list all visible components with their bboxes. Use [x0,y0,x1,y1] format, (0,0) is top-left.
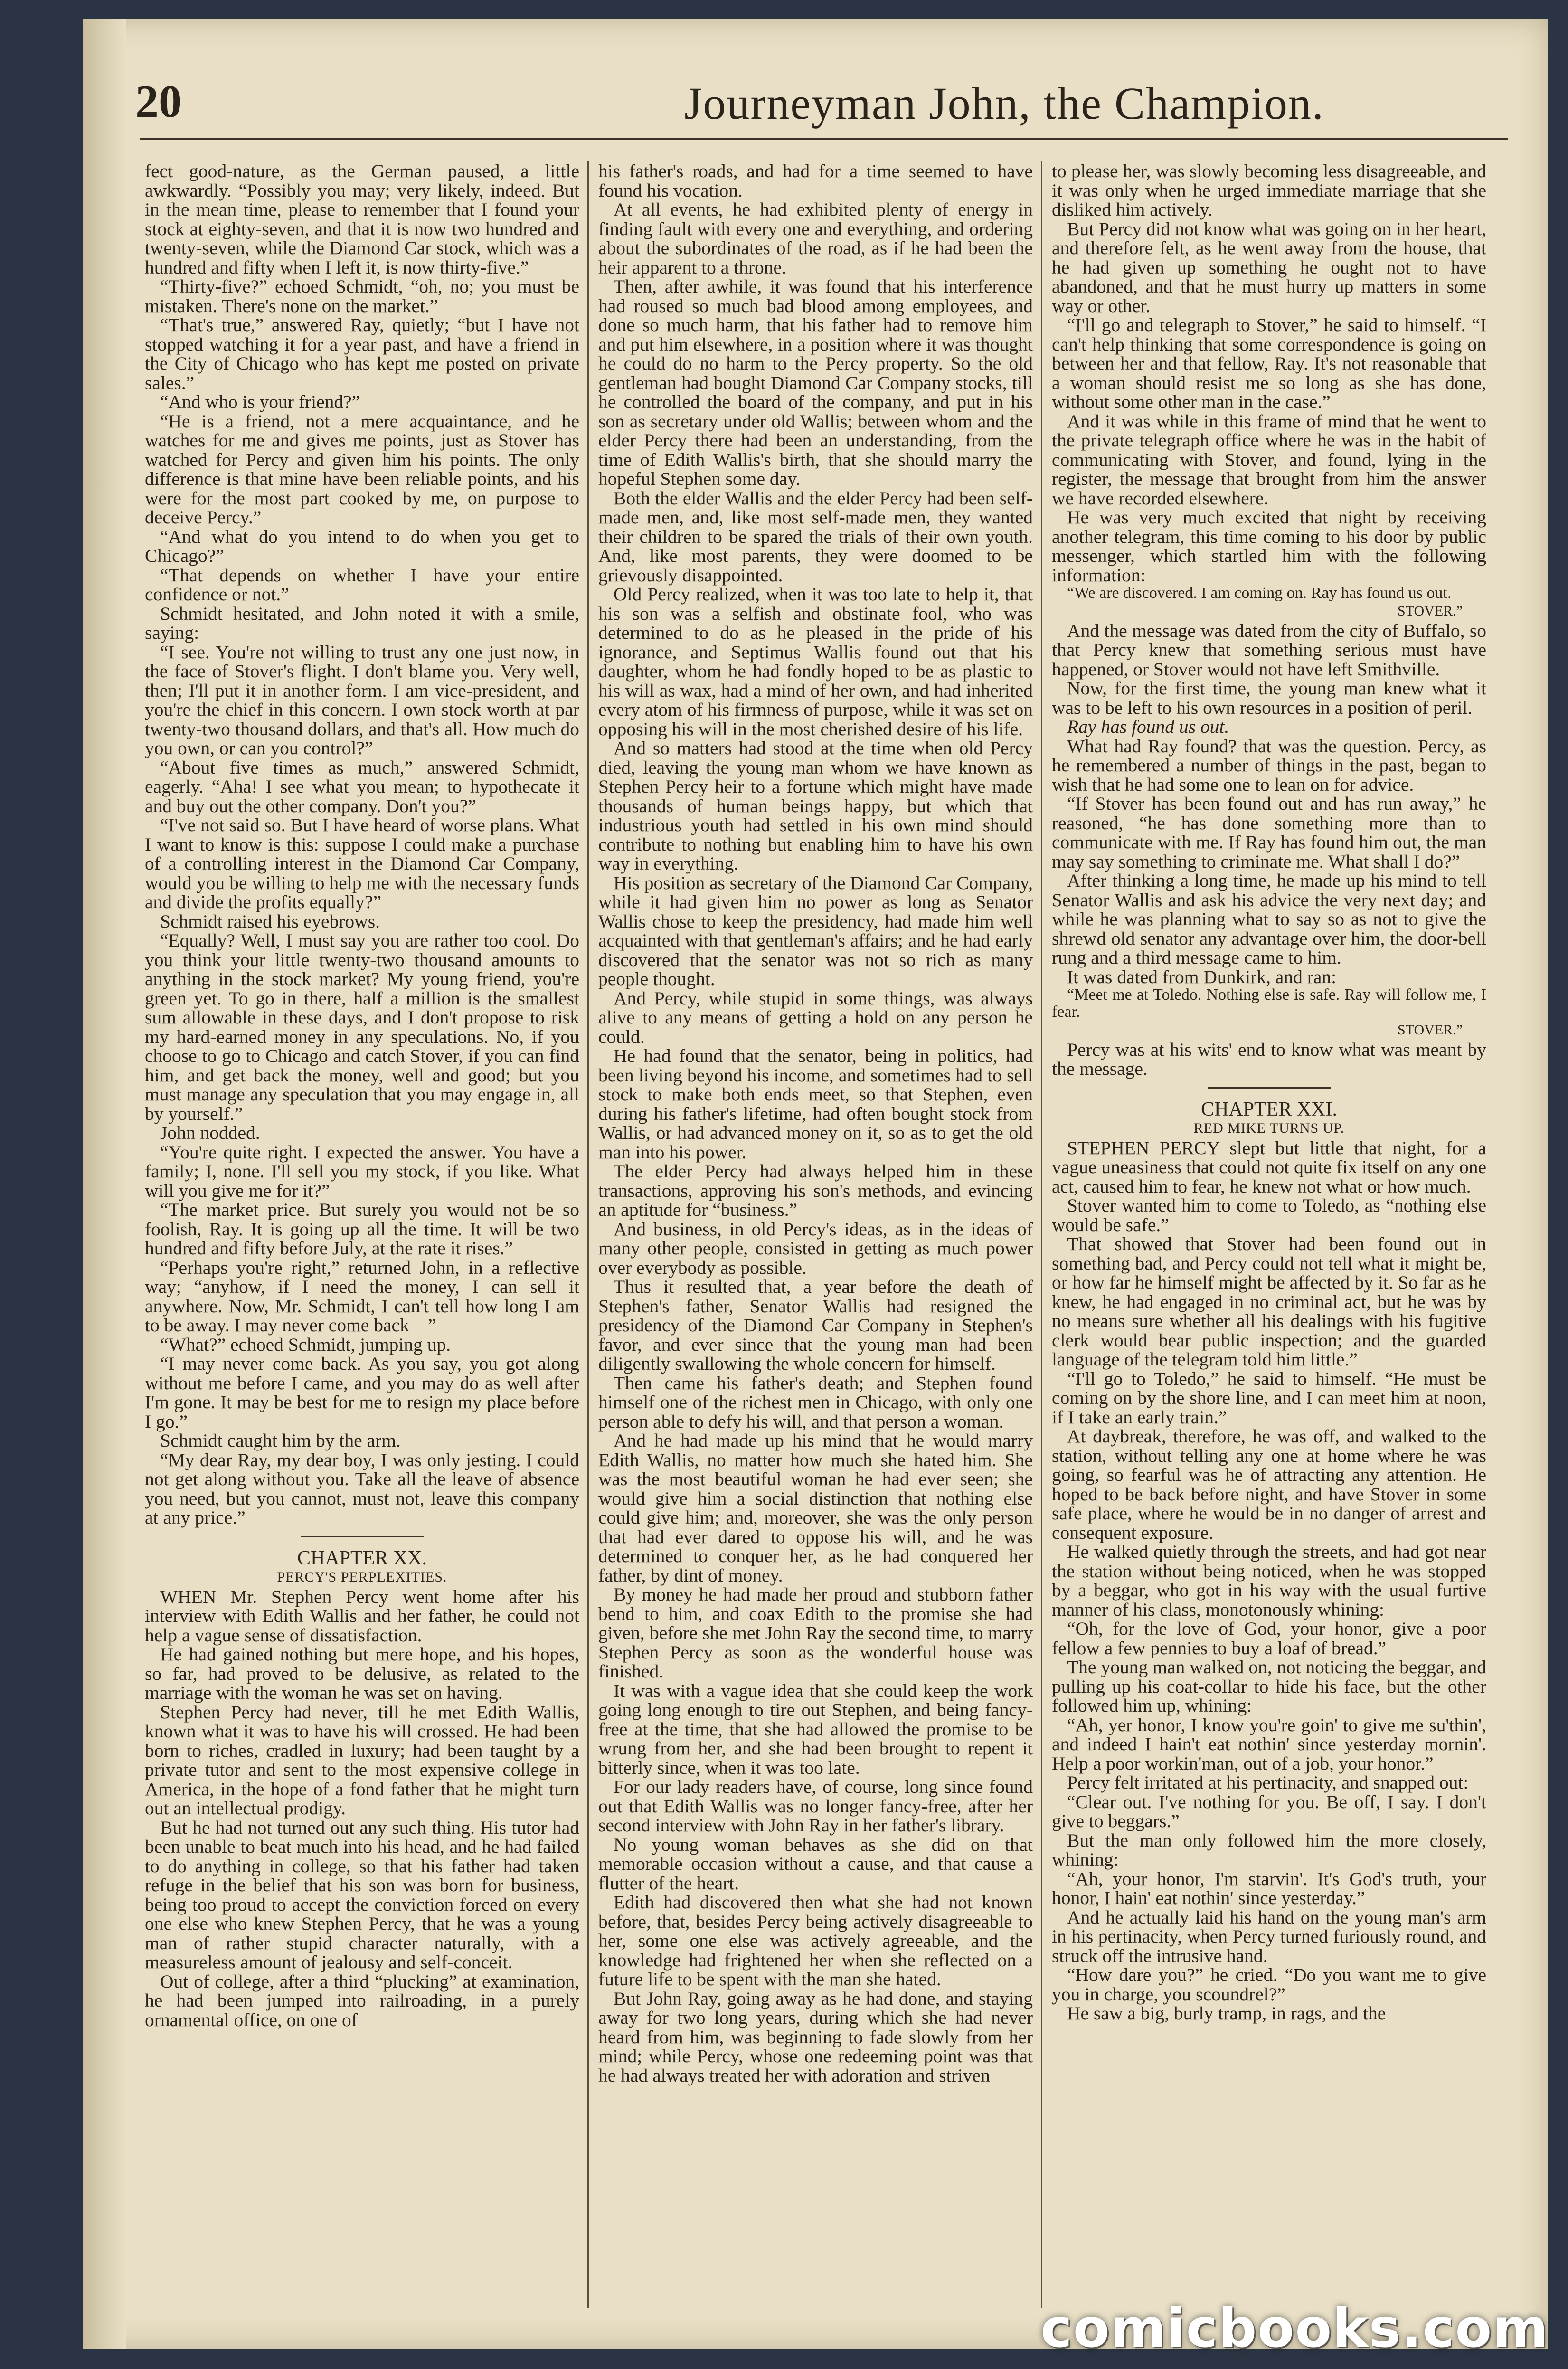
paragraph: “That depends on whether I have your entire confidence or not.” [145,564,579,605]
paragraph: his father's roads, and had for a time seemed to have found his vocation. [598,161,1033,201]
telegram-signature: STOVER.” [1398,603,1463,619]
paragraph: “Thirty-five?” echoed Schmidt, “oh, no; you must be mistaken. There's none on the market.” [145,276,579,316]
chapter-subtitle: RED MIKE TURNS UP. [1193,1120,1345,1136]
paragraph: His position as secretary of the Diamond Car Company, while it had given him no power as long as Senator Wallis chose to keep the presidency, had made him well acquainted with that gentleman's affairs; and he had early discovered that the senator was not so rich as many people thought. [598,872,1033,989]
paragraph: STEPHEN PERCY slept but little that night, for a vague uneasiness that could not quite fix itself on any one act, caused him to fear, he knew not what or how much. [1052,1137,1486,1197]
paragraph: But Percy did not know what was going on in her heart, and therefore felt, as he went away from the house, that he had given up something he ought not to have abandoned, and that he must hurry up matters in some way or other. [1052,218,1486,316]
column-1-body [145,161,579,1527]
paragraph: And business, in old Percy's ideas, as in the ideas of many other people, consisted in getting as much power over everybody as possible. [598,1218,1033,1278]
paragraph: It was with a vague idea that she could keep the work going long enough to tire out Stephen, and being fancy-free at the time, that she had allowed the promise to be wrung from her, and she had been brought to repent it bitterly since, when it was too late. [598,1680,1033,1778]
paragraph: The elder Percy had always helped him in these transactions, approving his son's methods, and evincing an aptitude for “business.” [598,1161,1033,1220]
paragraph: “Clear out. I've nothing for you. Be off, I say. I don't give to beggars.” [1052,1791,1486,1831]
paragraph: “If Stover has been found out and has run away,” he reasoned, “he has done something more than to communicate with me. If Ray has found him out, the man may say something to criminate me. What shall I do?” [1052,793,1486,872]
paragraph: “And who is your friend?” [160,391,360,412]
paragraph: Stover wanted him to come to Toledo, as “nothing else would be safe.” [1052,1195,1486,1235]
paragraph: “The market price. But surely you would not be so foolish, Ray. It is going up all the time. It will be two hundred and fifty before July, at the rate it rises.” [145,1199,579,1259]
paragraph: “Oh, for the love of God, your honor, give a poor fellow a few pennies to buy a loaf of bread.” [1052,1618,1486,1658]
paragraph: “I see. You're not willing to trust any one just now, in the face of Stover's flight. I don't blame you. Very well, then; I'll put it in another form. I am vice-president, and you're the chief in this concern. I own stock worth at par twenty-two thousand dollars, and that's all. How much do you own, or can you control?” [145,641,579,758]
paragraph: What had Ray found? that was the question. Percy, as he remembered a number of things in the past, began to wish that he had some one to lean on for advice. [1052,735,1486,795]
paragraph: Then came his father's death; and Stephen found himself one of the richest men in Chicago, with only one person able to defy his will, and that person a woman. [598,1372,1033,1432]
paragraph: Edith had discovered then what she had not known before, that, besides Percy being actively disagreeable to her, some one else was actively agreeable, and the knowledge had frightened her when she reflected on a future life to be spent with the man she hated. [598,1892,1033,1990]
paragraph: “I'll go to Toledo,” he said to himself. “He must be coming on by the shore line, and I can meet him at noon, if I take an early train.” [1052,1368,1486,1428]
section-rule [1208,1087,1331,1089]
paragraph: Thus it resulted that, a year before the death of Stephen's father, Senator Wallis had resigned the presidency of the Diamond Car Company in Stephen's favor, and ever since that the young man had been diligently swallowing the whole concern for himself. [598,1276,1033,1374]
paragraph: “Perhaps you're right,” returned John, in a reflective way; “anyhow, if I need the money, I can sell it anywhere. Now, Mr. Schmidt, I can't tell how long I am to be away. I may never come back—” [145,1257,579,1336]
paragraph: “Ah, your honor, I'm starvin'. It's God's truth, your honor, I hain' eat nothin' since yesterday.” [1052,1868,1486,1908]
paragraph: Old Percy realized, when it was too late to help it, that his son was a selfish and obstinate fool, who was determined to do as he pleased in the pride of his ignorance, and Septimus Wallis found out that his daughter, whom he had fondly hoped to be as plastic to his will as wax, had a mind of her own, and had inherited every atom of his firmness of purpose, while it was set on opposing his will in the most cherished desire of his life. [598,584,1033,739]
header-rule [140,138,1508,140]
paragraph: And the message was dated from the city of Buffalo, so that Percy knew that something serious must have happened, or Stover would not have left Smithville. [1052,620,1486,680]
paragraph: He had gained nothing but mere hope, and his hopes, so far, had proved to be delusive, as related to the marriage with the woman he was set on having. [145,1644,579,1703]
chapter-subtitle: PERCY'S PERPLEXITIES. [277,1569,447,1585]
paragraph: But he had not turned out any such thing. His tutor had been unable to beat much into his head, and he had failed to do anything in college, so that his father had taken refuge in the belief that his son was born for business, being too proud to accept the conviction forced on every one else who knew Stephen Percy, that he was a young man of rather stupid character naturally, with a measureless amount of jealousy and self-conceit. [145,1817,579,1972]
paragraph: And it was while in this frame of mind that he went to the private telegraph office where he was in the habit of communicating with Stover, and found, lying in the register, the message that brought from him the answer we have recorded elsewhere. [1052,410,1486,509]
text-column-1 [145,161,579,2322]
paragraph: “What?” echoed Schmidt, jumping up. [160,1334,451,1355]
section-rule [301,1536,424,1537]
paragraph: “About five times as much,” answered Schmidt, eagerly. “Aha! I see what you mean; to hypothecate it and buy out the other company. Don't you?” [145,757,579,816]
paragraph: After thinking a long time, he made up his mind to tell Senator Wallis and ask his advice the very next day; and while he was planning what to say so as not to give the shrewd old senator any advantage over him, the door-bell rung and a third message came to him. [1052,870,1486,968]
paragraph: John nodded. [160,1122,260,1143]
paragraph: But John Ray, going away as he had done, and staying away for two long years, during which she had never heard from him, was beginning to fade slowly from her mind; while Percy, whose one redeeming point was that he had always treated her with adoration and striven [598,1988,1033,2086]
paragraph: And so matters had stood at the time when old Percy died, leaving the young man whom we have known as Stephen Percy heir to a fortune which might have made thousands of human beings happy, but which that industrious youth had settled in his own mind should contribute to nothing but enabling him to have his own way in everything. [598,738,1033,874]
paragraph: “That's true,” answered Ray, quietly; “but I have not stopped watching it for a year past, and have a friend in the City of Chicago who has kept me posted on private sales.” [145,314,579,393]
paragraph: He had found that the senator, being in politics, had been living beyond his income, and sometimes had to sell stock to make both ends meet, so that Stephen, even during his father's lifetime, had often bought stock from Wallis, or had advanced money on it, so as to get the old man into his power. [598,1045,1033,1163]
paragraph: No young woman behaves as she did on that memorable occasion without a cause, and that cause a flutter of the heart. [598,1834,1033,1894]
paragraph: Schmidt raised his eyebrows. [160,910,380,932]
paragraph: “Ah, yer honor, I know you're goin' to give me su'thin', and indeed I hain't eat nothin' since yesterday mornin'. Help a poor workin'man, out of a job, your honor.” [1052,1714,1486,1774]
paragraph: At daybreak, therefore, he was off, and walked to the station, without telling any one at home where he was going, so fearful was he of attracting any attention. He hoped to be back before night, and have Stover in some safe place, where he would be in no danger of arrest and consequent exposure. [1052,1426,1486,1543]
paragraph: “How dare you?” he cried. “Do you want me to give you in charge, you scoundrel?” [1052,1964,1486,2005]
running-title: Journeyman John, the Champion. [684,78,1324,129]
paragraph: And he had made up his mind that he would marry Edith Wallis, no matter how much she hated him. She was the most beautiful woman he had ever seen; she would give him a social distinction that nothing else could give him; and, moreover, she was the only person that had ever dared to oppose his will, and he was determined to conquer her, as he had conquered her father, by dint of money. [598,1430,1033,1586]
watermark-logo: comicbooks.com [1040,2298,1549,2360]
paragraph: That showed that Stover had been found out in something bad, and Percy could not tell what it might be, or how far he himself might be affected by it. So far as he knew, he had engaged in no criminal act, but he was by no means sure whether all his dealings with his fugitive clerk would bear public inspection; and the guarded language of the telegram told him little.” [1052,1233,1486,1370]
paragraph: “Equally? Well, I must say you are rather too cool. Do you think your little twenty-two thousand amounts to anything in the stock market? My young friend, you're green yet. To go in there, half a million is the smallest sum allowable in these days, and I don't propose to risk my hard-earned money in any speculations. No, if you choose to go to Chicago and catch Stover, if you can find him, and get back the money, well and good; but you must manage any speculation that you may engage in, all by yourself.” [145,930,579,1124]
page-spine-shadow [83,19,126,2349]
paragraph: Then, after awhile, it was found that his interference had roused so much bad blood among employees, and done so much harm, that his father had to remove him and put him elsewhere, in a position where it was thought he could do no harm to the Percy property. So the old gentleman had bought Diamond Car Company stocks, till he controlled the board of the company, and put in his son as secretary under old Wallis; between whom and the elder Percy there had been an understanding, from the time of Edith Wallis's birth, that she should marry the hopeful Stephen some day. [598,276,1033,489]
paragraph: “My dear Ray, my dear boy, I was only jesting. I could not get along without you. Take all the leave of absence you need, but you cannot, must not, leave this company at any price.” [145,1449,579,1528]
paragraph: By money he had made her proud and stubborn father bend to him, and coax Edith to the promise she had given, before she met John Ray the second time, to marry Stephen Percy as soon as the wonderful house was finished. [598,1584,1033,1682]
paragraph: Out of college, after a third “plucking” at examination, he had been jumped into railroading, in a purely ornamental office, on one of [145,1971,579,2030]
telegram-text: “We are discovered. I am coming on. Ray has found us out. [1067,584,1452,602]
magazine-page [83,19,1548,2349]
paragraph: The young man walked on, not noticing the beggar, and pulling up his coat-collar to hide his face, but the other followed him up, whining: [1052,1657,1486,1716]
chapter-heading: CHAPTER XX. [297,1547,427,1569]
paragraph: Both the elder Wallis and the elder Percy had been self-made men, and, like most self-made men, they wanted their children to be spared the trials of their own youth. And, like most parents, they were doomed to be grievously disappointed. [598,487,1033,586]
chapter-heading: CHAPTER XXI. [1200,1098,1337,1120]
paragraph: “You're quite right. I expected the answer. You have a family; I, none. I'll sell you my stock, if you like. What will you give me for it?” [145,1141,579,1201]
paragraph: Percy was at his wits' end to know what was meant by the message. [1052,1039,1486,1079]
paragraph: “I'll go and telegraph to Stover,” he said to himself. “I can't help thinking that some correspondence is going on between her and that fellow, Ray. It's not reasonable that a woman should resist me so long as she has done, without some other man in the case.” [1052,314,1486,412]
paragraph: At all events, he had exhibited plenty of energy in finding fault with every one and everything, and ordering about the subordinates of the road, as if he had been the heir apparent to a throne. [598,199,1033,278]
text-column-3 [1052,161,1486,2322]
telegram-text: “Meet me at Toledo. Nothing else is safe. Ray will follow me, I fear. [1052,986,1486,1021]
paragraph: He saw a big, burly tramp, in rags, and the [1067,2003,1386,2024]
paragraph: “He is a friend, not a mere acquaintance, and he watches for me and gives me points, just as Stover has watched for Percy and given him his points. The only difference is that mine have been reliable points, and his were for the most part cooked by me, on purpose to deceive Percy.” [145,410,579,528]
paragraph: Schmidt caught him by the arm. [160,1430,401,1451]
paragraph: It was dated from Dunkirk, and ran: [1067,966,1337,987]
paragraph: Schmidt hesitated, and John noted it with a smile, saying: [145,603,579,643]
paragraph: For our lady readers have, of course, long since found out that Edith Wallis was no longer fancy-free, after her second interview with John Ray in her father's library. [598,1776,1033,1836]
text-column-2 [598,161,1033,2322]
column-divider [1041,161,1042,2308]
paragraph: “I may never come back. As you say, you got along without me before I came, and you may do as well after I'm gone. It may be best for me to resign my place before I go.” [145,1353,579,1432]
paragraph: “And what do you intend to do when you get to Chicago?” [145,526,579,566]
paragraph: Stephen Percy had never, till he met Edith Wallis, known what it was to have his will crossed. He had been born to riches, cradled in luxury; had been taught by a private tutor and sent to the most expensive college in America, in the hope of a fond father that he might turn out an intellectual prodigy. [145,1701,579,1819]
paragraph: Ray has found us out. [1067,716,1229,737]
paragraph: But the man only followed him the more closely, whining: [1052,1829,1486,1870]
paragraph: He was very much excited that night by receiving another telegram, this time coming to his door by public messenger, which startled him with the following information: [1052,507,1486,586]
paragraph: to please her, was slowly becoming less disagreeable, and it was only when he urged immediate marriage that she disliked him actively. [1052,161,1486,220]
paragraph: And he actually laid his hand on the young man's arm in his pertinacity, when Percy turned furiously round, and struck off the intrusive hand. [1052,1906,1486,1966]
paragraph: Now, for the first time, the young man knew what it was to be left to his own resources in a position of peril. [1052,678,1486,718]
paragraph: WHEN Mr. Stephen Percy went home after his interview with Edith Wallis and her father, he could not help a vague sense of dissatisfaction. [145,1586,579,1646]
telegram-signature: STOVER.” [1398,1022,1463,1038]
paragraph: He walked quietly through the streets, and had got near the station without being noticed, when he was stopped by a beggar, who got in his way with the usual furtive manner of his class, monotonously whining: [1052,1541,1486,1620]
paragraph: fect good-nature, as the German paused, a little awkwardly. “Possibly you may; very likely, indeed. But in the mean time, please to remember that I found your stock at eighty-seven, and that it is now two hundred and twenty-seven, while the Diamond Car stock, which was a hundred and fifty when I left it, is now thirty-five.” [145,161,579,278]
paragraph: And Percy, while stupid in some things, was always alive to any means of getting a hold on any person he could. [598,987,1033,1047]
paragraph: “I've not said so. But I have heard of worse plans. What I want to know is this: suppose I could make a purchase of a controlling interest in the Diamond Car Company, would you be willing to help me with the necessary funds and divide the profits equally?” [145,815,579,912]
page-number: 20 [135,76,182,127]
column-divider [587,161,589,2308]
chapter-body [145,1587,579,2030]
paragraph: Percy felt irritated at his pertinacity, and snapped out: [1067,1772,1469,1793]
